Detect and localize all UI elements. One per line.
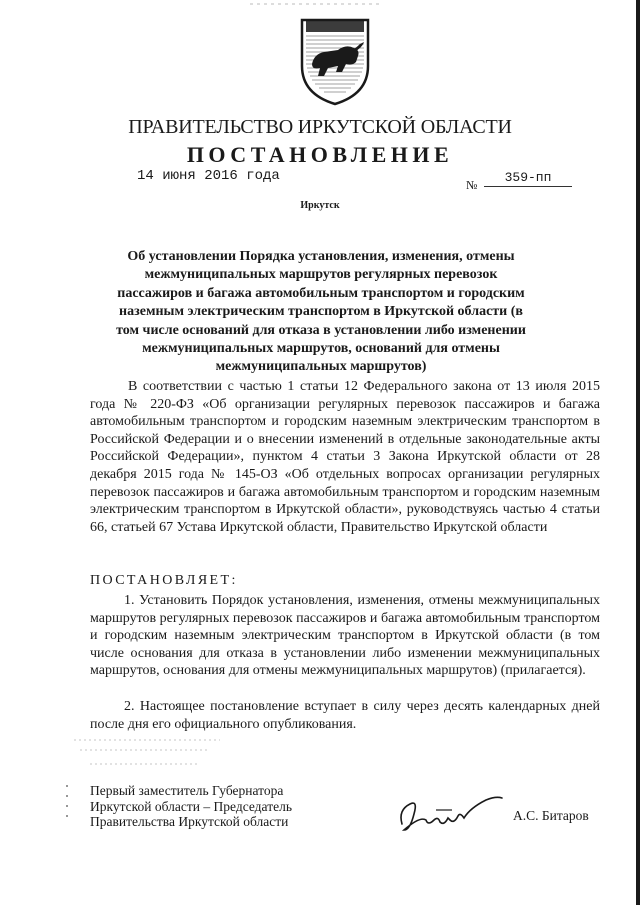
scan-dots <box>64 782 72 822</box>
signer-name: А.С. Битаров <box>513 808 589 823</box>
position-line-2: Иркутской области – Председатель <box>90 798 292 814</box>
city-name: Иркутск <box>300 200 340 211</box>
position-line-3: Правительства Иркутской области <box>90 814 289 829</box>
item-1-paragraph: 1. Установить Порядок установления, изменения, отмены межмуниципальных маршрутов регулярных перевозок пассажиров и багажа автомобильным транспортом и городским наземным электрическим транспортом в Иркутской области (в том числе основания для отказа в установлении либо изменении межмуниципальных маршрутов, основания для отмены межмуниципальных маршрутов) (прилагается). <box>90 593 600 679</box>
faint-scan-artifact <box>70 734 230 778</box>
document-number: 359-пп <box>484 170 572 187</box>
item-2-paragraph: 2. Настоящее постановление вступает в силу через десять календарных дней после дня его официального опубликования. <box>90 699 600 732</box>
signatory-position <box>90 783 292 830</box>
position-line-1: Первый заместитель Губернатора <box>90 783 284 798</box>
coat-of-arms-icon <box>298 14 372 106</box>
resolve-heading: ПОСТАНОВЛЯЕТ: <box>90 573 238 588</box>
document-type: ПОСТАНОВЛЕНИЕ <box>186 142 454 167</box>
document-subject: Об установлении Порядка установления, изменения, отмены межмуниципальных маршрутов регулярных перевозок пассажиров и багажа автомобильным транспортом и городским наземным электрическим транспортом в Иркутской области (в том числе оснований для отказа в установлении либо изменении межмуниципальных маршрутов, оснований для отмены межмуниципальных маршрутов) <box>116 249 526 375</box>
preamble-paragraph: В соответствии с частью 1 статьи 12 Федерального закона от 13 июля 2015 года № 220-ФЗ «Об организации регулярных перевозок пассажиров и багажа автомобильным транспортом и городским наземным электрическим транспортом в Российской Федерации и о внесении изменений в отдельные законодательные акты Российской Федерации», пунктом 4 статьи 3 Закона Иркутской области от 28 декабря 2015 года № 145-ОЗ «Об отдельных вопросах организации регулярных перевозок пассажиров и багажа автомобильным транспортом и городским наземным электрическим транспортом в Иркутской области», руководствуясь частью 4 статьи 66, статьей 67 Устава Иркутской области, Правительство Иркутской области <box>90 379 600 535</box>
number-prefix: № <box>466 178 478 192</box>
scan-marks <box>250 2 380 6</box>
handwritten-signature <box>396 790 504 836</box>
document-date: 14 июня 2016 года <box>137 168 280 184</box>
scan-edge <box>636 0 640 905</box>
government-name: ПРАВИТЕЛЬСТВО ИРКУТСКОЙ ОБЛАСТИ <box>128 116 512 138</box>
